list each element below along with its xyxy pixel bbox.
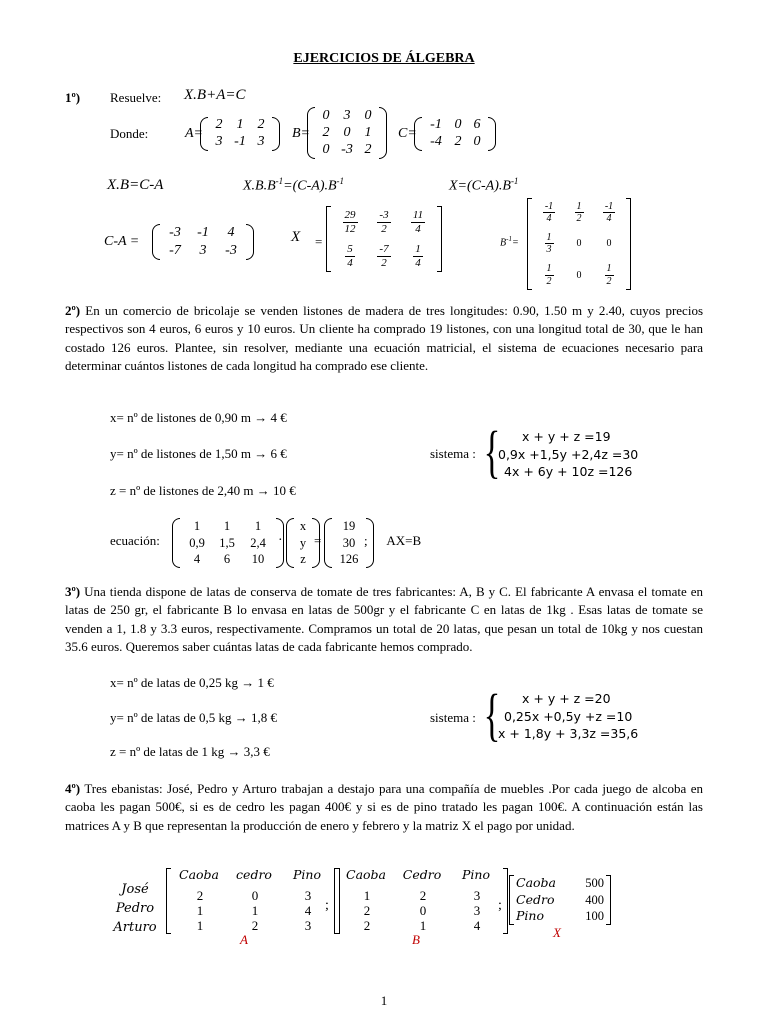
ex4-A-headers: Caoba cedro Pino: [179, 867, 321, 882]
matrix-cell: $\frac{1}{3}$: [546, 231, 552, 256]
ex1-matrix-CA: [152, 224, 254, 260]
matrix-cell: 2: [363, 918, 371, 934]
matrix-cell: 4: [227, 224, 235, 240]
ex2-system: x + y + z =19 0,9x +1,5y +2,4z =30 4x + 6y + 10z =126: [498, 429, 639, 479]
matrix-cell: $\frac{29}{12}$: [344, 208, 356, 235]
ex4-B-headers: Caoba Cedro Pino: [346, 867, 490, 882]
matrix-cell: 1: [223, 519, 231, 534]
ex1-step3: $X=(C-A).B^{-1}$: [449, 176, 519, 194]
vector-cell: x: [299, 519, 307, 534]
ex1-donde-label: Donde:: [110, 126, 149, 141]
matrix-cell: 2: [322, 124, 330, 140]
ex4-X-name: X: [553, 925, 561, 940]
matrix-cell: 0: [322, 107, 330, 123]
ex4-matrix-X: [509, 875, 611, 925]
matrix-cell: 2: [215, 117, 223, 133]
matrix-cell: -7: [169, 242, 181, 258]
matrix-cell: 2,4: [250, 535, 266, 550]
matrix-cell: 1: [254, 519, 262, 534]
matrix-cell: 2: [257, 117, 265, 133]
matrix-cell: 400: [585, 892, 604, 907]
matrix-cell: -1: [234, 134, 246, 150]
vector-cell: 126: [339, 552, 359, 567]
matrix-cell: 6: [223, 552, 231, 567]
matrix-cell: 2: [251, 918, 259, 934]
page-title: EJERCICIOS DE ÁLGEBRA: [293, 51, 475, 66]
matrix-cell: 4: [304, 903, 312, 919]
matrix-cell: 2: [196, 888, 204, 904]
ex1-resuelve-label: Resuelve:: [110, 90, 162, 105]
matrix-cell: $\frac{-3}{2}$: [379, 208, 389, 235]
matrix-cell: $\frac{5}{4}$: [347, 242, 353, 269]
ex1-equation: X.B+A=C: [184, 87, 246, 103]
matrix-cell: $\frac{1}{4}$: [415, 242, 421, 269]
ex1-matrix-Binv: [527, 198, 631, 290]
matrix-cell: 2: [363, 903, 371, 919]
matrix-cell: 4: [193, 552, 201, 567]
matrix-cell: $\frac{-1}{4}$: [604, 200, 614, 225]
matrix-cell: $\frac{1}{2}$: [576, 200, 582, 225]
vector-cell: 19: [342, 519, 356, 534]
matrix-cell: 0: [473, 134, 481, 150]
ex3-sistema-label: sistema :: [430, 710, 476, 725]
ex2-sistema-label: sistema :: [430, 446, 476, 461]
ex2-statement: 2º) En un comercio de bricolaje se venden listones de madera de tres longitudes: 0.90, 1.50 m y 2.40, cuyos precios respectivos son 4 euros, 6 euros y 10 euros. Un cliente ha comprado 19 listones, con una longitud total de 30, que le han costado 126 euros. Plantee, sin resolver, mediante una ecuación matricial, el sistema de ecuaciones necesario para determinar cuántos listones de cada longitud ha comprado ese cliente.: [65, 303, 703, 374]
matrix-cell: 10: [251, 552, 265, 567]
ex2-matrix-coeffs: [172, 518, 284, 568]
ex2-system-brace: {: [483, 419, 501, 484]
ex3-system-brace: {: [483, 682, 501, 747]
vector-cell: z: [300, 552, 306, 567]
ex1-A-label: A=: [185, 126, 203, 141]
ex1-matrix-B: [307, 107, 387, 159]
matrix-cell: $\frac{1}{2}$: [606, 263, 612, 287]
ex1-matrix-A: [200, 117, 280, 151]
matrix-cell: -3: [341, 142, 353, 158]
ex3-def-x: x= nº de latas de 0,25 kg → 1 €: [110, 675, 274, 690]
matrix-cell: Pino: [516, 908, 544, 924]
matrix-cell: 1: [364, 124, 372, 140]
ex1-number: 1º): [65, 90, 81, 105]
matrix-cell: 100: [585, 909, 604, 924]
ex2-def-x: x= nº de listones de 0,90 m → 4 €: [110, 410, 287, 425]
matrix-cell: 0: [343, 124, 351, 140]
matrix-cell: 3: [473, 903, 481, 919]
matrix-cell: 2: [454, 134, 462, 150]
ex1-matrix-X: [326, 206, 442, 272]
vector-cell: y: [299, 535, 307, 550]
matrix-cell: 1: [419, 918, 427, 934]
ex4-separator-1: ;: [325, 898, 329, 913]
matrix-cell: 0: [251, 888, 259, 904]
matrix-cell: 0: [419, 903, 427, 919]
matrix-cell: 6: [473, 117, 481, 133]
matrix-cell: 2: [419, 888, 427, 904]
matrix-cell: 1: [363, 888, 371, 904]
matrix-cell: Caoba: [516, 875, 556, 891]
matrix-cell: 0: [454, 117, 462, 133]
ex1-C-label: C=: [398, 126, 417, 141]
matrix-cell: $\frac{-7}{2}$: [379, 242, 389, 269]
matrix-cell: 3: [473, 888, 481, 904]
matrix-cell: 2: [364, 142, 372, 158]
matrix-cell: -1: [430, 117, 442, 133]
ex4-matrix-A: [166, 868, 340, 934]
ex4-A-name: A: [240, 932, 248, 947]
matrix-cell: 1,5: [219, 535, 235, 550]
page-number: 1: [380, 993, 388, 1008]
matrix-cell: 0: [606, 238, 612, 250]
matrix-cell: 0: [322, 142, 330, 158]
ex1-X-equals: =: [315, 234, 323, 249]
ex4-separator-2: ;: [498, 898, 502, 913]
ex1-step1: X.B=C-A: [107, 177, 164, 193]
matrix-cell: -4: [430, 134, 442, 150]
matrix-cell: 0: [576, 238, 582, 250]
matrix-cell: 500: [585, 876, 604, 891]
ex3-statement: 3º) Una tienda dispone de latas de conserva de tomate de tres fabricantes: A, B y C. El fabricante A envasa el tomate en latas de 250 gr, el fabricante B lo envasa en latas de 500gr y el fabricante C en latas de 1kg . Esas latas de tomate se venden a 1, 1.8 y 3.3 euros, respectivamente. Compramos un total de 20 latas, que pesan un total de 10kg y nos cuestan 35.6 euros. Queremos saber cuántas latas de cada fabricante hemos comprado.: [65, 584, 703, 655]
ex1-step2: $X.B.B^{-1}=(C-A).B^{-1}$: [243, 176, 345, 194]
matrix-cell: 1: [251, 903, 259, 919]
matrix-cell: 0: [576, 269, 582, 281]
ex4-B-name: B: [412, 932, 420, 947]
matrix-cell: 3: [343, 107, 351, 123]
ex2-def-z: z = nº de listones de 2,40 m → 10 €: [110, 483, 296, 498]
ex2-def-y: y= nº de listones de 1,50 m → 6 €: [110, 446, 287, 461]
matrix-cell: 1: [193, 519, 201, 534]
matrix-cell: 3: [304, 888, 312, 904]
matrix-cell: Cedro: [516, 891, 555, 907]
matrix-cell: $\frac{-1}{4}$: [544, 200, 554, 225]
matrix-cell: 3: [215, 134, 223, 150]
matrix-cell: $\frac{11}{4}$: [412, 208, 424, 235]
ex2-dot: ·: [278, 533, 283, 548]
ex2-ecuacion-label: ecuación:: [110, 533, 160, 548]
ex4-matrix-B: [334, 868, 508, 934]
ex3-def-y: y= nº de latas de 0,5 kg → 1,8 €: [110, 710, 277, 725]
matrix-cell: 4: [473, 918, 481, 934]
ex2-equals: =: [314, 533, 322, 548]
matrix-cell: 0,9: [189, 535, 205, 550]
vector-cell: 30: [342, 535, 356, 550]
ex1-B-label: B=: [292, 126, 310, 141]
matrix-cell: 3: [199, 242, 207, 258]
matrix-cell: $\frac{1}{2}$: [546, 263, 552, 287]
matrix-cell: -3: [169, 224, 181, 240]
matrix-cell: 3: [304, 918, 312, 934]
matrix-cell: 3: [257, 134, 265, 150]
ex4-row-labels: José Pedro Arturo: [113, 882, 157, 935]
matrix-cell: -3: [225, 242, 237, 258]
ex1-CA-label: C-A =: [104, 234, 140, 249]
ex1-matrix-C: [414, 117, 496, 151]
matrix-cell: 1: [196, 918, 204, 934]
ex3-system: x + y + z =20 0,25x +0,5y +z =10 x + 1,8y + 3,3z =35,6: [498, 691, 639, 741]
ex3-def-z: z = nº de latas de 1 kg → 3,3 €: [110, 744, 270, 759]
matrix-cell: -1: [197, 224, 209, 240]
matrix-cell: 1: [236, 117, 244, 133]
matrix-cell: 1: [196, 903, 204, 919]
matrix-cell: 0: [364, 107, 372, 123]
ex1-X-label: X: [291, 229, 301, 245]
ex4-statement: 4º) Tres ebanistas: José, Pedro y Arturo trabajan a destajo para una compañía de muebles .Por cada juego de alcoba en caoba les pagan 500€, si es de cedro les pagan 400€ y si es de pino tratado les pagan 100€. A continuación están las matrices A y B que representan la producción de enero y febrero y la matriz X el pago por unidad.: [65, 781, 704, 833]
ex2-ax-b: ; AX=B: [364, 533, 422, 548]
ex1-Binv-label: $B^{-1}=$: [500, 235, 519, 249]
